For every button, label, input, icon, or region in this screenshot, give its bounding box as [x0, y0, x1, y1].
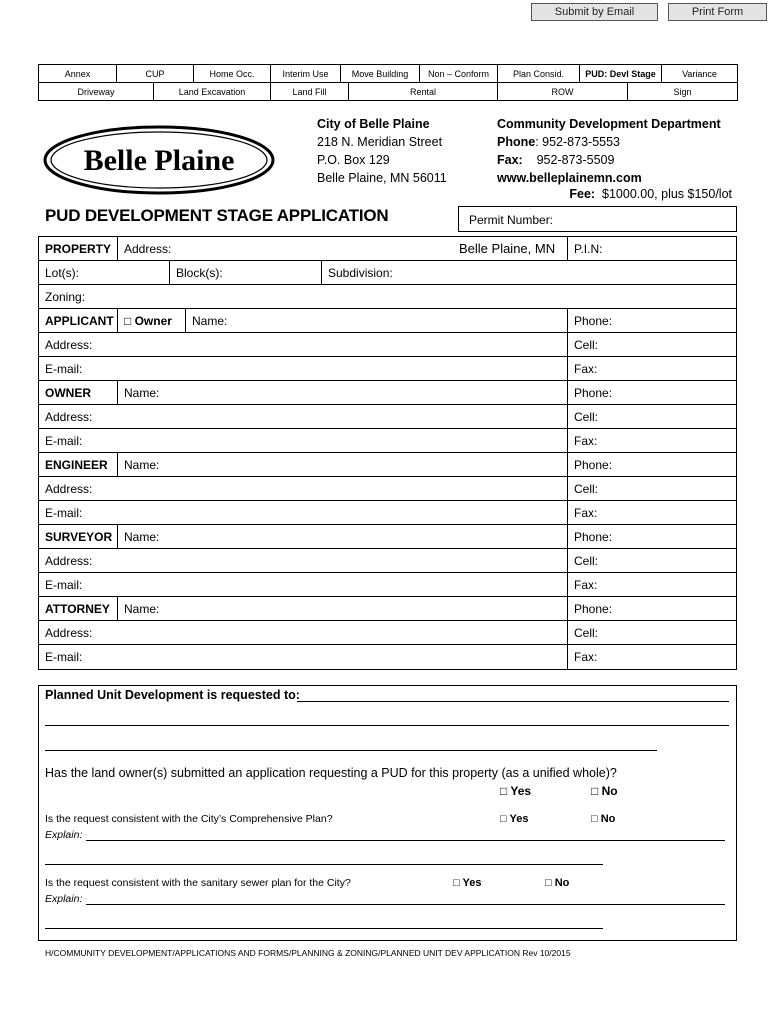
surveyor-cell-field[interactable]: Cell:: [567, 549, 738, 572]
owner-row-1: [39, 381, 736, 405]
fee-text: Fee: $1000.00, plus $150/lot: [569, 187, 732, 201]
section-label-engineer: ENGINEER: [45, 458, 108, 472]
engineer-row-2: [39, 477, 736, 501]
belle-plaine-logo: [40, 122, 278, 200]
city-address-block: [317, 115, 447, 187]
surveyor-row-3: [39, 573, 736, 597]
lots-field[interactable]: Lot(s):: [45, 266, 80, 280]
engineer-row-3: [39, 501, 736, 525]
svg-text:Belle Plaine: Belle Plaine: [83, 144, 235, 177]
applicant-phone-field[interactable]: Phone:: [567, 309, 738, 332]
city-state-zip: Belle Plaine, MN 56011: [317, 171, 447, 185]
surveyor-phone-field[interactable]: Phone:: [567, 525, 738, 548]
department-fax: Fax: 952-873-5509: [497, 153, 615, 167]
owner-row-3: [39, 429, 736, 453]
department-contact-block: [497, 115, 721, 187]
app-type-pud-devl-stage[interactable]: PUD: Devl Stage: [580, 65, 662, 83]
pud-questions-section: [38, 685, 737, 941]
engineer-phone-field[interactable]: Phone:: [567, 453, 738, 476]
engineer-email-field[interactable]: E-mail:: [45, 506, 83, 520]
owner-row-2: [39, 405, 736, 429]
q3-explain-line-2[interactable]: [45, 928, 603, 929]
section-label-property: PROPERTY: [45, 242, 112, 256]
applicant-owner-checkbox[interactable]: □ Owner: [117, 309, 185, 332]
city-street: 218 N. Meridian Street: [317, 135, 443, 149]
q3-explain-label: Explain:: [45, 893, 83, 905]
app-type-plan-consid[interactable]: Plan Consid.: [498, 65, 580, 83]
department-website[interactable]: www.belleplainemn.com: [497, 171, 642, 185]
zoning-field[interactable]: Zoning:: [45, 290, 86, 304]
attorney-cell-field[interactable]: Cell:: [567, 621, 738, 644]
app-type-non-conform[interactable]: Non – Conform: [420, 65, 498, 83]
q2-explain-line-1[interactable]: [86, 840, 725, 841]
pud-requested-line-1[interactable]: [297, 701, 729, 702]
application-form: [38, 236, 737, 670]
property-row-3: [39, 285, 736, 309]
owner-name-field[interactable]: Name:: [117, 381, 567, 404]
attorney-phone-field[interactable]: Phone:: [567, 597, 738, 620]
engineer-fax-field[interactable]: Fax:: [567, 501, 738, 524]
app-type-land-fill[interactable]: Land Fill: [271, 83, 349, 101]
q2-explain-label: Explain:: [45, 829, 83, 841]
applicant-row-3: [39, 357, 736, 381]
engineer-row-1: [39, 453, 736, 477]
surveyor-row-2: [39, 549, 736, 573]
pud-requested-line-2[interactable]: [45, 725, 729, 726]
q2-no-checkbox[interactable]: □ No: [591, 813, 616, 825]
attorney-row-2: [39, 621, 736, 645]
page-title: PUD DEVELOPMENT STAGE APPLICATION: [45, 206, 389, 225]
app-type-land-excavation[interactable]: Land Excavation: [154, 83, 271, 101]
attorney-row-3: [39, 645, 736, 669]
surveyor-address-field[interactable]: Address:: [45, 554, 93, 568]
property-pin-field[interactable]: P.I.N:: [567, 237, 738, 260]
applicant-row-1: [39, 309, 736, 333]
applicant-row-2: [39, 333, 736, 357]
question-sanitary-sewer: Is the request consistent with the sanitary sewer plan for the City?: [45, 877, 351, 889]
applicant-address-field[interactable]: Address:: [45, 338, 93, 352]
q3-explain-line-1[interactable]: [86, 904, 725, 905]
applicant-fax-field[interactable]: Fax:: [567, 357, 738, 380]
app-type-row[interactable]: ROW: [498, 83, 628, 101]
owner-address-field[interactable]: Address:: [45, 410, 93, 424]
app-type-home-occ[interactable]: Home Occ.: [194, 65, 271, 83]
city-name: City of Belle Plaine: [317, 117, 430, 131]
engineer-cell-field[interactable]: Cell:: [567, 477, 738, 500]
submit-by-email-button[interactable]: Submit by Email: [531, 3, 658, 21]
section-label-owner: OWNER: [45, 386, 91, 400]
q1-no-checkbox[interactable]: □ No: [591, 784, 618, 798]
q2-yes-checkbox[interactable]: □ Yes: [500, 813, 529, 825]
attorney-row-1: [39, 597, 736, 621]
subdivision-field[interactable]: Subdivision:: [321, 261, 738, 284]
surveyor-fax-field[interactable]: Fax:: [567, 573, 738, 596]
owner-cell-field[interactable]: Cell:: [567, 405, 738, 428]
print-form-button[interactable]: Print Form: [668, 3, 767, 21]
section-label-applicant: APPLICANT: [45, 314, 114, 328]
question-unified-whole: Has the land owner(s) submitted an application requesting a PUD for this property (as a unified whole)?: [45, 766, 617, 780]
app-type-annex[interactable]: Annex: [39, 65, 117, 83]
pud-requested-label: Planned Unit Development is requested to:: [45, 688, 300, 702]
app-type-driveway[interactable]: Driveway: [39, 83, 154, 101]
q1-yes-checkbox[interactable]: □ Yes: [500, 784, 532, 798]
attorney-fax-field[interactable]: Fax:: [567, 645, 738, 669]
surveyor-name-field[interactable]: Name:: [117, 525, 567, 548]
surveyor-row-1: [39, 525, 736, 549]
owner-fax-field[interactable]: Fax:: [567, 429, 738, 452]
question-comprehensive-plan: Is the request consistent with the City’s Comprehensive Plan?: [45, 813, 333, 825]
department-name: Community Development Department: [497, 117, 721, 131]
engineer-address-field[interactable]: Address:: [45, 482, 93, 496]
attorney-email-field[interactable]: E-mail:: [45, 650, 83, 664]
applicant-email-field[interactable]: E-mail:: [45, 362, 83, 376]
attorney-name-field[interactable]: Name:: [117, 597, 567, 620]
applicant-cell-field[interactable]: Cell:: [567, 333, 738, 356]
q2-explain-line-2[interactable]: [45, 864, 603, 865]
app-type-cup[interactable]: CUP: [117, 65, 194, 83]
app-type-sign[interactable]: Sign: [628, 83, 738, 101]
section-label-surveyor: SURVEYOR: [45, 530, 113, 544]
application-type-table: [38, 64, 738, 101]
property-city: Belle Plaine, MN: [459, 241, 556, 256]
q3-yes-checkbox[interactable]: □ Yes: [453, 877, 482, 889]
app-type-variance[interactable]: Variance: [662, 65, 738, 83]
permit-number-field[interactable]: Permit Number:: [458, 206, 737, 232]
property-row-1: [39, 237, 736, 261]
city-po-box: P.O. Box 129: [317, 153, 390, 167]
footer-path: H/COMMUNITY DEVELOPMENT/APPLICATIONS AND FORMS/PLANNING & ZONING/PLANNED UNIT DEV APPLICATION Rev 10/2015: [45, 948, 571, 958]
property-row-2: [39, 261, 736, 285]
engineer-name-field[interactable]: Name:: [117, 453, 567, 476]
owner-phone-field[interactable]: Phone:: [567, 381, 738, 404]
app-type-rental[interactable]: Rental: [349, 83, 498, 101]
app-type-move-building[interactable]: Move Building: [341, 65, 420, 83]
q3-no-checkbox[interactable]: □ No: [545, 877, 570, 889]
pud-requested-line-3[interactable]: [45, 750, 657, 751]
owner-email-field[interactable]: E-mail:: [45, 434, 83, 448]
app-type-interim-use[interactable]: Interim Use: [271, 65, 341, 83]
surveyor-email-field[interactable]: E-mail:: [45, 578, 83, 592]
section-label-attorney: ATTORNEY: [45, 602, 110, 616]
property-address-field[interactable]: Address:: [117, 237, 567, 260]
attorney-address-field[interactable]: Address:: [45, 626, 93, 640]
blocks-field[interactable]: Block(s):: [169, 261, 321, 284]
department-phone: Phone: 952-873-5553: [497, 135, 621, 149]
applicant-name-field[interactable]: Name:: [185, 309, 567, 332]
